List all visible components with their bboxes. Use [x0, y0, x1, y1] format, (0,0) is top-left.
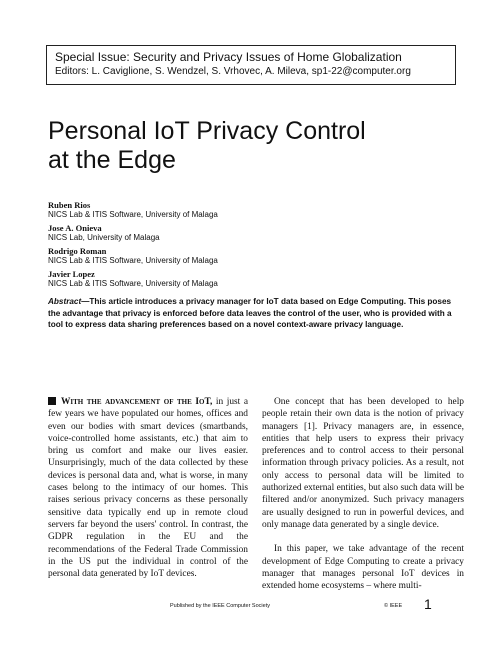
author-name: Javier Lopez: [48, 269, 95, 279]
body-paragraph: [48, 396, 248, 580]
author-entry: [48, 246, 448, 266]
footer-publisher: Published by the IEEE Computer Society: [170, 603, 270, 609]
author-affiliation: NICS Lab & ITIS Software, University of Malaga: [48, 210, 218, 219]
paper-title-line1: Personal IoT Privacy Control: [48, 117, 366, 145]
author-list: [48, 200, 448, 292]
author-affiliation: NICS Lab & ITIS Software, University of Malaga: [48, 279, 218, 288]
section-start-marker-icon: [48, 397, 56, 405]
author-name: Rodrigo Roman: [48, 246, 107, 256]
footer-copyright: © IEEE: [384, 603, 403, 609]
author-affiliation: NICS Lab & ITIS Software, University of Malaga: [48, 256, 218, 265]
abstract-text: —This article introduces a privacy manager for IoT data based on Edge Computing. This poses the advantage that privacy is enforced before data leaves the control of the user, who is provided with a tool to express data sharing preferences based on a novel context-aware privacy language.: [48, 297, 452, 329]
paper-title-line2: at the Edge: [48, 146, 176, 174]
author-entry: [48, 223, 448, 243]
author-name: Jose A. Onieva: [48, 223, 102, 233]
author-entry: [48, 200, 448, 220]
author-affiliation: NICS Lab, University of Malaga: [48, 233, 160, 242]
special-issue-editors: Editors: L. Caviglione, S. Wendzel, S. Vrhovec, A. Mileva, sp1-22@computer.org: [55, 66, 411, 77]
lead-in-text: With the advancement of the IoT,: [61, 397, 213, 407]
page-number: 1: [424, 596, 432, 612]
abstract-label: Abstract: [48, 297, 82, 306]
body-column-left: [48, 396, 248, 580]
body-text: in just a few years we have populated our homes, offices and even our bodies with smart devices (smartbands, voice-controlled home assistants, etc.) that aim to bring us comfort and make our lives easier. Unsurprisingly, much of the data collected by these devices is personal data and, what is worse, in many cases belong to the intimacy of our homes. This raises serious privacy concerns as these personally sensitive data typically end up in remote cloud servers far beyond the users' control. In contrast, the GDPR regulation in the EU and the recommendations of the Federal Trade Commission in the US put the individual in control of the personal data generated by IoT devices.: [48, 397, 248, 580]
body-paragraph: One concept that has been developed to help people retain their own data is the notion of privacy managers [1]. Privacy managers are, in essence, entities that help users to express their privacy preferences and to control access to their personal information through privacy policies. As a result, not only access to personal data will be limited to authorized external entities, but also such data will be filtered and/or anonymized. Such privacy managers are usually designed to run in powerful devices, and only manage data generated by a single device.: [262, 397, 464, 530]
special-issue-box: [46, 45, 456, 85]
author-name: Ruben Rios: [48, 200, 91, 210]
paper-title: [48, 117, 468, 175]
body-column-right: [262, 396, 464, 592]
author-entry: [48, 269, 448, 289]
abstract: [48, 296, 458, 331]
special-issue-title: Special Issue: Security and Privacy Issues of Home Globalization: [55, 50, 402, 64]
body-paragraph: In this paper, we take advantage of the recent development of Edge Computing to create a privacy manager that manages personal IoT devices in extended home ecosystems – where multi-: [262, 544, 464, 592]
